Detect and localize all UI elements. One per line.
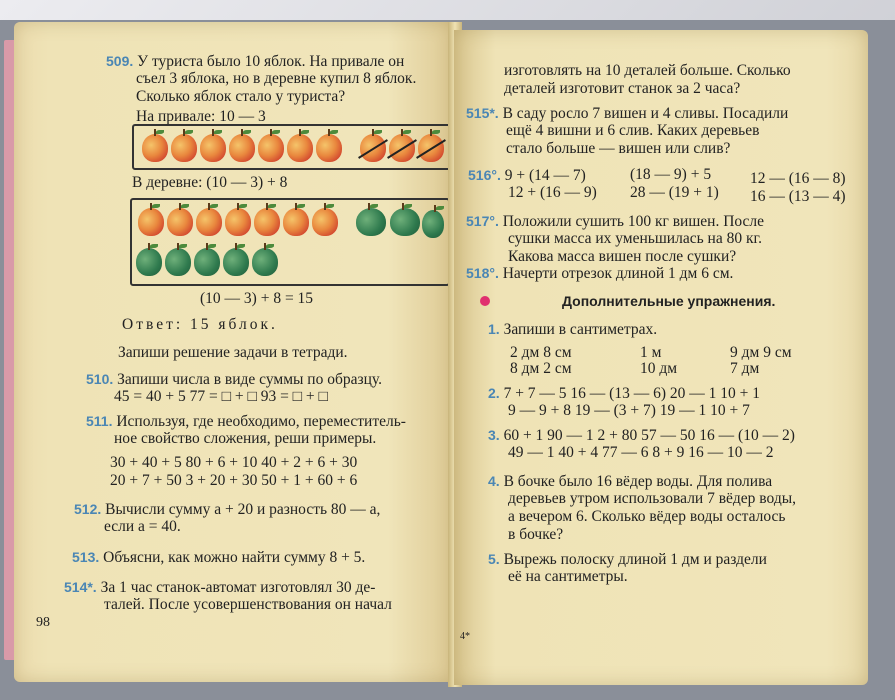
extra-3-row1: 3. 60 + 1 90 — 1 2 + 80 57 — 50 16 — (10 — 2) — [488, 427, 795, 444]
task-517-line3: Какова масса вишен после сушки? — [508, 248, 737, 265]
apple-icon — [223, 248, 249, 276]
extra-4-line4: в бочке? — [508, 526, 564, 543]
extra-4-line3: а вечером 6. Сколько вёдер воды осталось — [508, 508, 786, 525]
task-516-a1: 516°. 9 + (14 — 7) — [468, 167, 586, 184]
apple-icon — [316, 134, 342, 162]
page-number: 98 — [36, 615, 50, 630]
task-509-line3: Сколько яблок стало у туриста? — [136, 88, 346, 105]
extra-5-line1: 5. Вырежь полоску длиной 1 дм и раздели — [488, 551, 767, 568]
apple-icon — [194, 248, 220, 276]
apple-icon — [142, 134, 168, 162]
extra-1-title: 1. Запиши в сантиметрах. — [488, 321, 658, 338]
apple-icon — [200, 134, 226, 162]
left-page — [14, 22, 454, 682]
task-515-line2: ещё 4 вишни и 6 слив. Каких деревьев — [506, 122, 760, 139]
extra-1-c1: 9 дм 9 см — [730, 344, 792, 361]
extra-2-row1: 2. 7 + 7 — 5 16 — (13 — 6) 20 — 1 10 + 1 — [488, 385, 760, 402]
task-516-c2: 16 — (13 — 4) — [750, 188, 846, 205]
task-number: 5. — [488, 551, 500, 567]
task-516-b1: (18 — 9) + 5 — [630, 166, 712, 183]
extra-4-line1: 4. В бочке было 16 вёдер воды. Для полива — [488, 473, 773, 490]
task-514-line1: 514*. За 1 час станок-автомат изготовлял 30 де- — [64, 579, 376, 596]
apple-icon — [136, 248, 162, 276]
apple-icon — [258, 134, 284, 162]
task-513: 513. Объясни, как можно найти сумму 8 + 5. — [72, 549, 366, 566]
expression-halt: На привале: 10 — 3 — [136, 108, 266, 125]
task-518: 518°. Начерти отрезок длиной 1 дм 6 см. — [466, 265, 734, 282]
task-511-line1: 511. Используя, где необходимо, переместитель- — [86, 413, 406, 430]
extra-2-row2: 9 — 9 + 8 19 — (3 + 7) 19 — 1 10 + 7 — [508, 402, 750, 419]
task-516-c1: 12 — (16 — 8) — [750, 170, 846, 187]
task-number: 1. — [488, 321, 500, 337]
task-number: 517°. — [466, 213, 499, 229]
task-number: 510. — [86, 371, 114, 387]
apple-icon — [356, 208, 386, 236]
continued-line1: изготовлять на 10 деталей больше. Сколько — [504, 62, 791, 79]
continued-line2: деталей изготовит станок за 2 часа? — [504, 80, 741, 97]
section-title: Дополнительные упражнения. — [562, 293, 776, 309]
task-number: 3. — [488, 427, 500, 443]
task-516-a2: 12 + (16 — 9) — [508, 184, 597, 201]
apple-icon — [171, 134, 197, 162]
extra-1-c2: 7 дм — [730, 360, 760, 377]
extra-1-b1: 1 м — [640, 344, 662, 361]
task-509-line2: съел 3 яблока, но в деревне купил 8 яблок. — [136, 70, 417, 87]
extra-4-line2: деревьев утром использовали 7 вёдер воды, — [508, 490, 796, 507]
task-511-row2: 20 + 7 + 50 3 + 20 + 30 50 + 1 + 60 + 6 — [110, 472, 358, 489]
apple-icon — [312, 208, 338, 236]
extra-1-b2: 10 дм — [640, 360, 678, 377]
task-515-line3: стало больше — вишен или слив? — [506, 140, 731, 157]
task-509-line1: 509. У туриста было 10 яблок. На привале он — [106, 53, 405, 70]
task-number: 518°. — [466, 265, 499, 281]
apple-icon — [225, 208, 251, 236]
apple-icon — [138, 208, 164, 236]
task-number: 2. — [488, 385, 500, 401]
task-511-row1: 30 + 40 + 5 80 + 6 + 10 40 + 2 + 6 + 30 — [110, 454, 358, 471]
task-510-line1: 510. Запиши числа в виде суммы по образцу. — [86, 371, 382, 388]
extra-1-a1: 2 дм 8 см — [510, 344, 572, 361]
apple-icon — [287, 134, 313, 162]
answer: Ответ: 15 яблок. — [122, 316, 278, 333]
extra-3-row2: 49 — 1 40 + 4 77 — 6 8 + 9 16 — 10 — 2 — [508, 444, 774, 461]
task-number: 512. — [74, 501, 102, 517]
apple-icon — [254, 208, 280, 236]
expression-village: В деревне: (10 — 3) + 8 — [132, 174, 288, 191]
apple-icon — [229, 134, 255, 162]
extra-1-a2: 8 дм 2 см — [510, 360, 572, 377]
task-511-line2: ное свойство сложения, реши примеры. — [114, 430, 377, 447]
task-514-line2: талей. После усовершенствования он начал — [104, 596, 392, 613]
task-512-line1: 512. Вычисли сумму a + 20 и разность 80 — a, — [74, 501, 381, 518]
apple-icon — [252, 248, 278, 276]
task-number: 516°. — [468, 167, 501, 183]
task-512-line2: если a = 40. — [104, 518, 181, 535]
apple-icon — [165, 248, 191, 276]
expression-result: (10 — 3) + 8 = 15 — [200, 290, 314, 307]
apple-row-1 — [132, 124, 452, 170]
apple-icon — [196, 208, 222, 236]
apple-icon — [422, 210, 444, 238]
extra-5-line2: её на сантиметры. — [508, 568, 628, 585]
task-number: 4. — [488, 473, 500, 489]
task-515-line1: 515*. В саду росло 7 вишен и 4 сливы. Посадили — [466, 105, 789, 122]
task-number: 509. — [106, 53, 134, 69]
apple-icon — [283, 208, 309, 236]
task-517-line1: 517°. Положили сушить 100 кг вишен. После — [466, 213, 765, 230]
task-number: 511. — [86, 413, 113, 429]
footer-mark: 4* — [460, 631, 470, 642]
apple-icon — [167, 208, 193, 236]
apple-icon — [390, 208, 420, 236]
bullet-icon — [480, 296, 490, 306]
right-page — [454, 30, 868, 685]
apple-row-2 — [130, 198, 450, 286]
task-517-line2: сушки масса их уменьшилась на 80 кг. — [508, 230, 762, 247]
task-510-line2: 45 = 40 + 5 77 = □ + □ 93 = □ + □ — [114, 388, 328, 405]
task-516-b2: 28 — (19 + 1) — [630, 184, 719, 201]
task-number: 514*. — [64, 579, 97, 595]
task-number: 513. — [72, 549, 100, 565]
note: Запиши решение задачи в тетради. — [118, 344, 348, 361]
task-number: 515*. — [466, 105, 499, 121]
